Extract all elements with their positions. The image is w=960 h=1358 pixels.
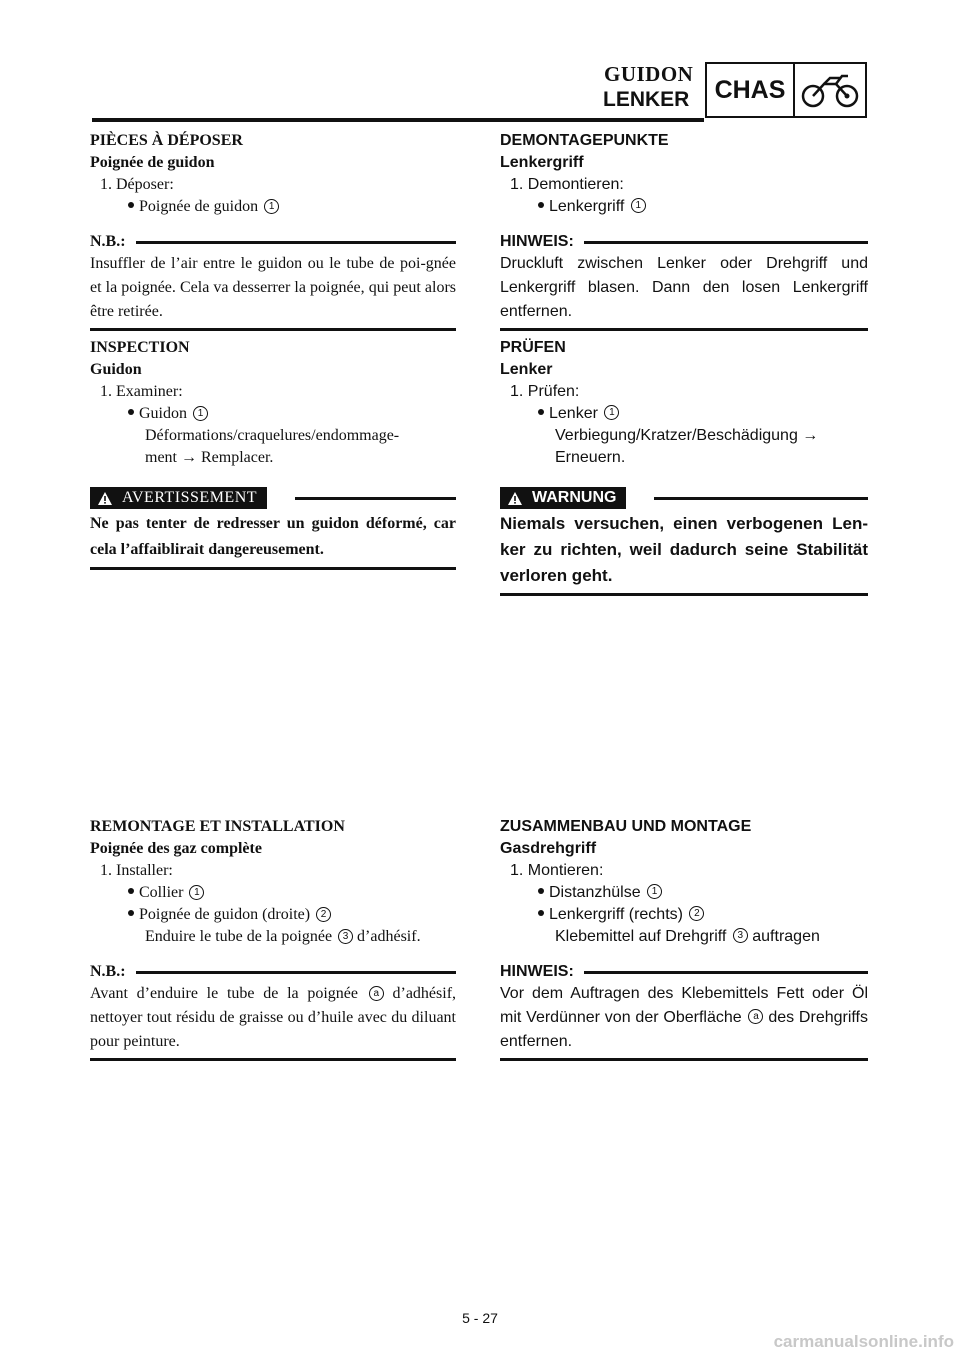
warning-badge: AVERTISSEMENT <box>90 487 267 509</box>
callout-number: 1 <box>604 405 619 420</box>
note-heading: HINWEIS: <box>500 962 868 982</box>
bullet-icon <box>128 888 134 894</box>
note-text: Druckluft zwischen Lenker oder Drehgriff und Lenkergriff blasen. Dann den losen Lenkergriff entfernen. <box>500 255 868 320</box>
step: 1. Demontieren: <box>510 176 624 193</box>
watermark[interactable]: carmanualsonline.info <box>773 1332 954 1351</box>
german-column-top <box>500 130 868 596</box>
bullet-icon <box>128 202 134 208</box>
header-rule <box>92 118 704 122</box>
section-title: REMONTAGE ET INSTALLATION <box>90 818 345 835</box>
warning-heading <box>500 485 868 511</box>
step: 1. Examiner: <box>100 383 183 400</box>
german-column-bottom <box>500 816 868 1061</box>
list-item: Guidon 1 <box>90 403 456 425</box>
callout-number: 1 <box>264 199 279 214</box>
bullet-icon <box>128 409 134 415</box>
callout-number: 2 <box>316 907 331 922</box>
callout-number: 3 <box>733 928 748 943</box>
subsection-title: Poignée des gaz complète <box>90 840 262 857</box>
section-title: ZUSAMMENBAU UND MONTAGE <box>500 818 752 835</box>
section-label: CHAS <box>707 64 795 116</box>
bullet-icon <box>538 910 544 916</box>
list-item: Poignée de guidon (droite) 2 <box>90 904 456 926</box>
warning-end-rule <box>500 593 868 596</box>
subsection-title: Lenkergriff <box>500 154 584 171</box>
item-detail: Verbiegung/Kratzer/Beschädigung → <box>555 427 819 444</box>
motorcycle-icon <box>795 64 865 116</box>
item-detail: Enduire le tube de la poignée 3 d’adhésif. <box>145 928 421 945</box>
bullet-icon <box>128 910 134 916</box>
step: 1. Déposer: <box>100 176 174 193</box>
note-text: Insuffler de l’air entre le guidon ou le tube de poi-gnée et la poignée. Cela va desserrer la poignée, qui peut alors être retirée. <box>90 255 456 320</box>
note-text: Vor dem Auftragen des Klebemittels Fett oder Öl mit Verdünner von der Oberfläche a des Drehgriffs entfernen. <box>500 985 868 1050</box>
note-heading: N.B.: <box>90 962 456 982</box>
note-end-rule <box>90 1058 456 1061</box>
note-heading: HINWEIS: <box>500 232 868 252</box>
french-column-bottom <box>90 816 456 1061</box>
note-heading: N.B.: <box>90 232 456 252</box>
bullet-icon <box>538 409 544 415</box>
warning-icon <box>98 492 112 505</box>
warning-text: Ne pas tenter de redresser un guidon déformé, car cela l’affaiblirait dangereusement. <box>90 515 456 558</box>
step: 1. Prüfen: <box>510 383 580 400</box>
callout-letter: a <box>369 986 384 1001</box>
section-title: DEMONTAGEPUNKTE <box>500 132 669 149</box>
french-column-top <box>90 130 456 570</box>
list-item: Poignée de guidon 1 <box>90 196 456 218</box>
subsection-title: Guidon <box>90 361 142 378</box>
callout-number: 3 <box>338 929 353 944</box>
list-item: Lenkergriff (rechts) 2 <box>500 904 868 926</box>
warning-end-rule <box>90 567 456 570</box>
callout-letter: a <box>748 1009 763 1024</box>
bullet-icon <box>538 888 544 894</box>
warning-text: Niemals versuchen, einen verbogenen Len-ker zu richten, weil dadurch seine Stabilität verloren geht. <box>500 514 868 585</box>
list-item: Lenker 1 <box>500 403 868 425</box>
list-item: Distanzhülse 1 <box>500 882 868 904</box>
warning-icon <box>508 492 522 505</box>
subsection-title: Poignée de guidon <box>90 154 215 171</box>
callout-number: 1 <box>631 198 646 213</box>
item-detail: Erneuern. <box>555 449 626 466</box>
subsection-title: Lenker <box>500 361 553 378</box>
section-title: PIÈCES À DÉPOSER <box>90 132 243 149</box>
item-detail: Déformations/craquelures/endommage- <box>145 427 400 444</box>
item-detail: Klebemittel auf Drehgriff 3 auftragen <box>555 928 820 945</box>
note-end-rule <box>500 1058 868 1061</box>
step: 1. Installer: <box>100 862 173 879</box>
list-item: Collier 1 <box>90 882 456 904</box>
header-title-de: LENKER <box>603 88 690 111</box>
step: 1. Montieren: <box>510 862 604 879</box>
bullet-icon <box>538 202 544 208</box>
callout-number: 1 <box>193 406 208 421</box>
warning-badge: WARNUNG <box>500 487 626 509</box>
callout-number: 2 <box>689 906 704 921</box>
item-detail: ment → Remplacer. <box>145 449 274 466</box>
note-text: Avant d’enduire le tube de la poignée a d’adhésif, nettoyer tout résidu de graisse ou d’huile avec du diluant pour peinture. <box>90 985 457 1050</box>
list-item: Lenkergriff 1 <box>500 196 868 218</box>
subsection-title: Gasdrehgriff <box>500 840 597 857</box>
callout-number: 1 <box>189 885 204 900</box>
section-title: INSPECTION <box>90 339 190 356</box>
warning-heading <box>90 485 456 511</box>
section-badge <box>705 62 867 118</box>
page-number: 5 - 27 <box>462 1310 498 1326</box>
callout-number: 1 <box>647 884 662 899</box>
header-title-fr: GUIDON <box>604 62 694 86</box>
section-title: PRÜFEN <box>500 339 566 356</box>
